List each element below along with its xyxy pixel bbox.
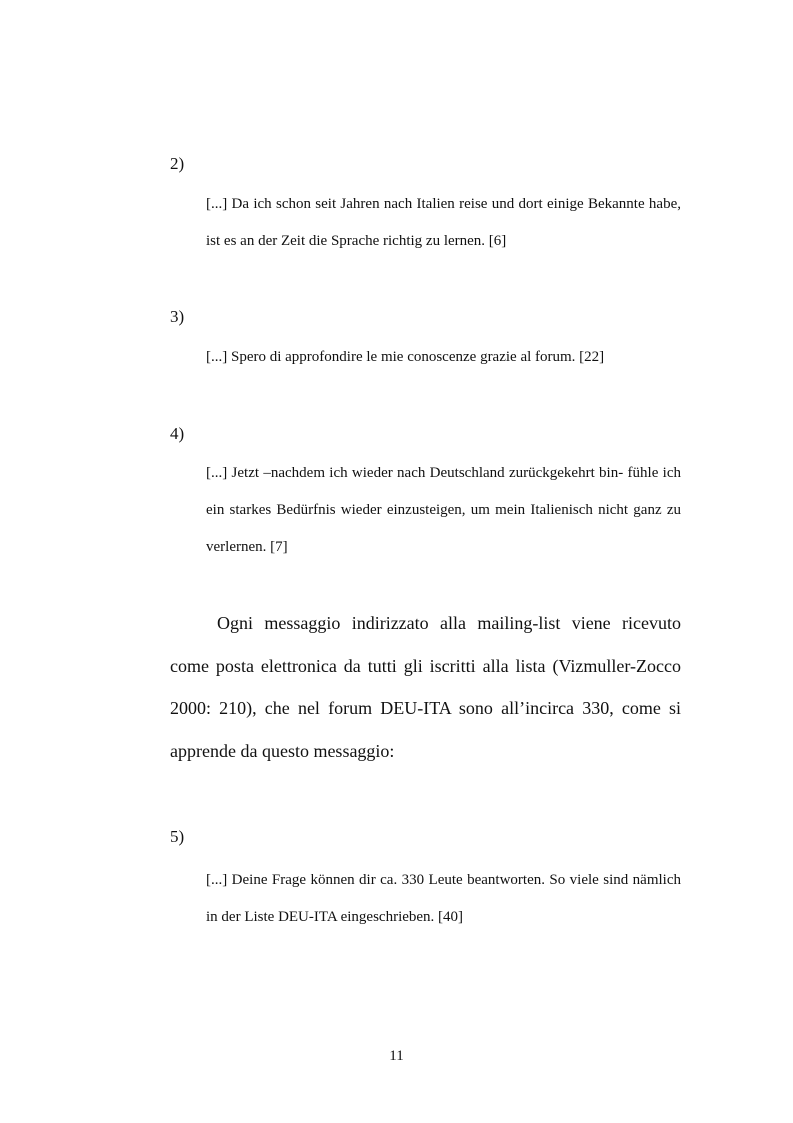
example-number: 5) [170,827,185,846]
example-number: 4) [170,424,185,443]
example-quote: [...] Da ich schon seit Jahren nach Italien reise und dort einige Bekannte habe, ist es an der Zeit die Sprache richtig zu lernen. [6] [206,196,681,249]
example-number: 3) [170,307,185,326]
page-number: 11 [389,1048,404,1064]
example-quote: [...] Deine Frage können dir ca. 330 Leute beantworten. So viele sind nämlich in der Liste DEU-ITA eingeschrieben. [40] [206,872,681,925]
example-quote: [...] Spero di approfondire le mie conoscenze grazie al forum. [22] [206,349,605,365]
example-quote: [...] Jetzt –nachdem ich wieder nach Deutschland zurückgekehrt bin- fühle ich ein starkes Bedürfnis wieder einzusteigen, um mein Italienisch nicht ganz zu verlernen. [7] [206,465,681,555]
body-paragraph: Ogni messaggio indirizzato alla mailing-list viene ricevuto come posta elettronica da tutti gli iscritti alla lista (Vizmuller-Zocco 2000: 210), che nel forum DEU-ITA sono all’incirca 330, come si apprende da questo messaggio: [170,613,681,761]
example-number: 2) [170,154,185,173]
